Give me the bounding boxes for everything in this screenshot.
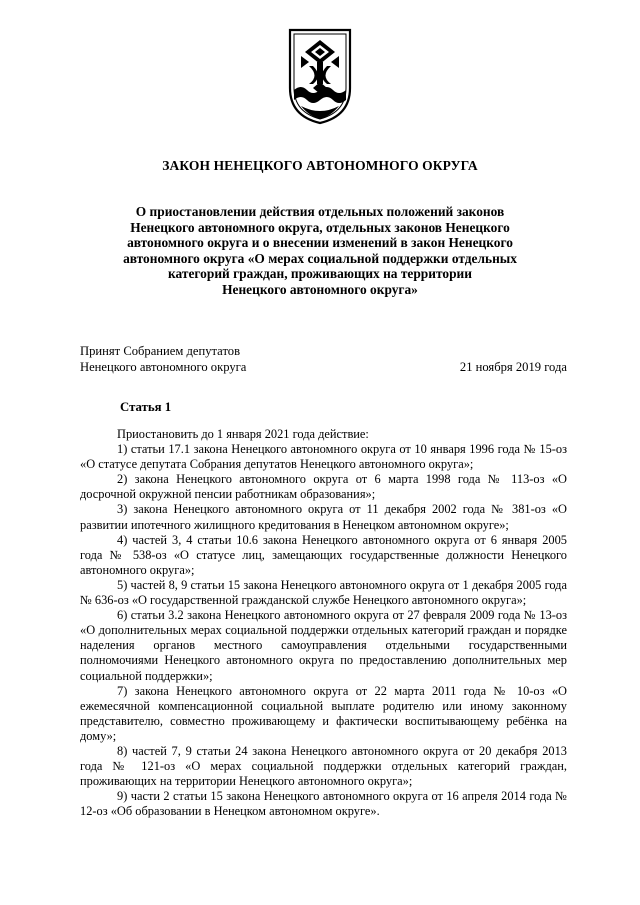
adopted-by-line: Принят Собранием депутатов [80, 344, 241, 358]
article-body [80, 427, 567, 819]
subtitle-line: категорий граждан, проживающих на территории [168, 266, 472, 282]
article-item: 6) статьи 3.2 закона Ненецкого автономного округа от 27 февраля 2009 года № 13-оз «О дополнительных мерах социальной поддержки отдельных категорий граждан и порядке наделения органов местного самоуправления отдельными государственными полномочиями Ненецкого автономного округа по предоставлению дополнительных мер социальной поддержки»; [80, 608, 567, 683]
subtitle-line: Ненецкого автономного округа» [222, 281, 418, 297]
article-item: 5) частей 8, 9 статьи 15 закона Ненецкого автономного округа от 1 декабря 2005 года № 636-оз «О государственной гражданской службе Ненецкого автономного округа»; [80, 577, 567, 608]
article-item: 8) частей 7, 9 статьи 24 закона Ненецкого автономного округа от 20 декабря 2013 года № 121-оз «О мерах социальной поддержки отдельных категорий граждан, проживающих на территории Ненецкого автономного округа»; [80, 743, 567, 789]
article-heading: Статья 1 [120, 400, 172, 414]
article-item: 3) закона Ненецкого автономного округа от 11 декабря 2002 года № 381-оз «О развитии ипотечного жилищного кредитования в Ненецком автономном округе»; [80, 502, 567, 532]
subtitle-line: Ненецкого автономного округа, отдельных законов Ненецкого [130, 219, 510, 235]
subtitle-line: О приостановлении действия отдельных положений законов [135, 204, 505, 219]
adoption-date: 21 ноября 2019 года [459, 360, 567, 374]
document-title: ЗАКОН НЕНЕЦКОГО АВТОНОМНОГО ОКРУГА [162, 158, 478, 173]
article-item: 9) части 2 статьи 15 закона Ненецкого автономного округа от 16 апреля 2014 года № 12-оз «Об образовании в Ненецком автономном округе». [80, 789, 567, 819]
subtitle-line: автономного округа и о внесении изменений в закон Ненецкого [127, 235, 513, 251]
coat-of-arms-emblem [287, 26, 353, 126]
article-item: 7) закона Ненецкого автономного округа от 22 марта 2011 года № 10-оз «О ежемесячной компенсационной социальной выплате родителю или иному законному представителю, совместно проживающему и фактически воспитывающему ребёнка на дому»; [80, 683, 567, 743]
nenets-coat-of-arms-icon [287, 26, 353, 126]
article-item: 1) статьи 17.1 закона Ненецкого автономного округа от 10 января 1996 года № 15-оз «О статусе депутата Собрания депутатов Ненецкого автономного округа»; [80, 442, 567, 472]
article-item: 4) частей 3, 4 статьи 10.6 закона Ненецкого автономного округа от 6 января 2005 года № 538-оз «О статусе лиц, замещающих государственные должности Ненецкого автономного округа»; [80, 532, 567, 577]
subtitle-line: автономного округа «О мерах социальной поддержки отдельных [123, 250, 517, 266]
law-subtitle [100, 204, 540, 298]
adopted-by-line: Ненецкого автономного округа [80, 359, 247, 374]
adopted-by [80, 344, 246, 375]
article-item: 2) закона Ненецкого автономного округа от 6 марта 1998 года № 113-оз «О досрочной окружной пенсии работникам образования»; [80, 472, 567, 502]
article-intro: Приостановить до 1 января 2021 года действие: [117, 427, 369, 441]
